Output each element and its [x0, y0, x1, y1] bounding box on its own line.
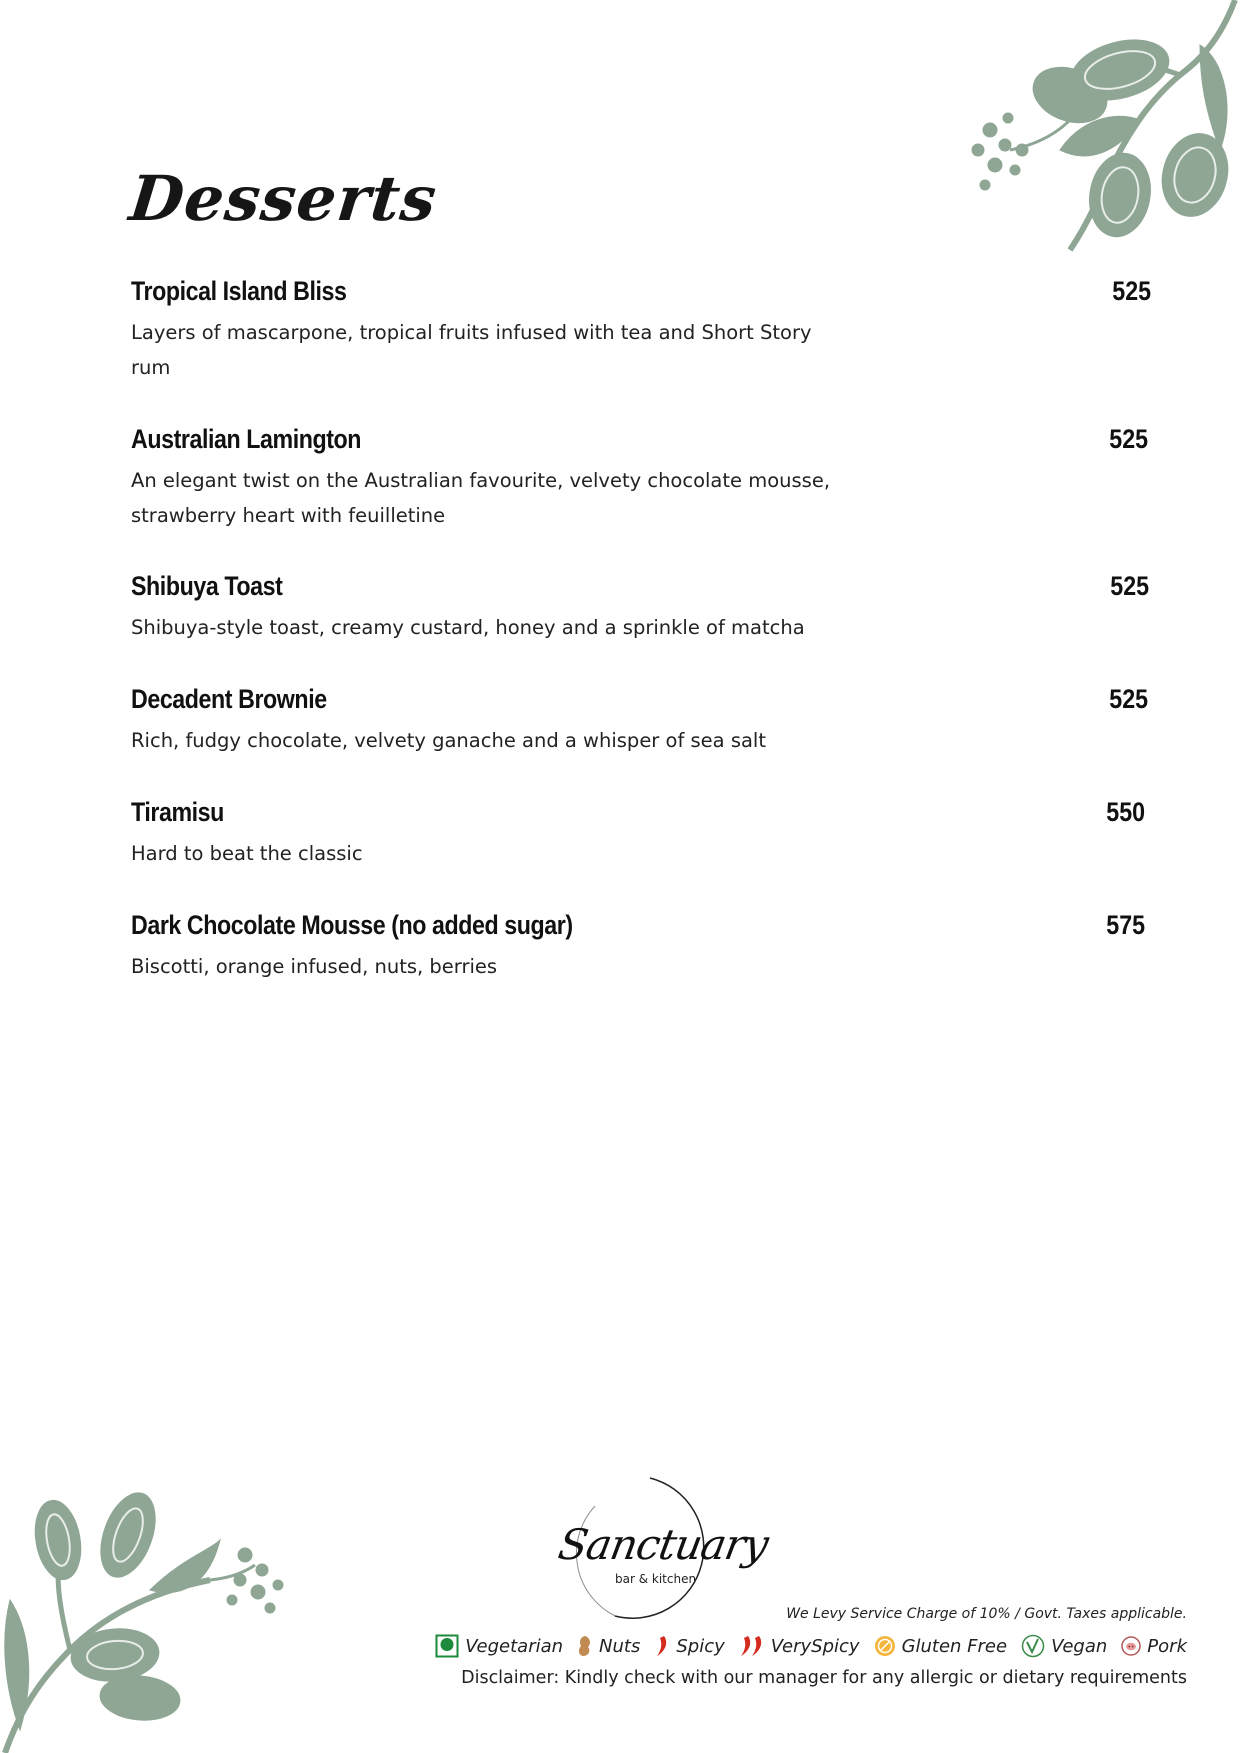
legend-label: VerySpicy	[770, 1635, 860, 1657]
description-line: Biscotti, orange infused, nuts, berries	[131, 955, 498, 978]
olive-branch-illustration-top	[950, 0, 1240, 265]
description-line: Rich, fudgy chocolate, velvety ganache and a whisper of sea salt	[131, 729, 766, 752]
menu-item	[131, 270, 1151, 385]
item-price: 525	[1110, 571, 1149, 601]
item-description	[131, 610, 831, 645]
legend-vegetarian	[435, 1634, 563, 1658]
service-charge-note: We Levy Service Charge of 10% / Govt. Taxes applicable.	[786, 1606, 1187, 1622]
menu-item	[131, 791, 1151, 871]
menu-item	[131, 565, 1151, 645]
very-spicy-icon	[739, 1635, 765, 1657]
menu-list	[131, 270, 1151, 984]
legend-label: Pork	[1147, 1635, 1187, 1657]
description-line: An elegant twist on the Australian favourite, velvety chocolate mousse,	[131, 469, 831, 492]
logo-tagline: bar & kitchen	[615, 1572, 697, 1586]
description-line: Hard to beat the classic	[131, 842, 363, 865]
brand-logo	[554, 1476, 772, 1626]
legend-gluten-free	[874, 1635, 1008, 1657]
menu-item	[131, 418, 1151, 533]
description-line: strawberry heart with feuilletine	[131, 504, 446, 527]
item-name: Dark Chocolate Mousse (no added sugar)	[131, 910, 573, 940]
legend-label: Nuts	[599, 1635, 641, 1657]
legend-label: Vegetarian	[465, 1635, 564, 1657]
item-name: Shibuya Toast	[131, 571, 283, 601]
description-line: Shibuya-style toast, creamy custard, honey and a sprinkle of matcha	[131, 616, 805, 639]
olive-branch-illustration-bottom	[0, 1480, 290, 1753]
menu-item	[131, 904, 1151, 984]
nuts-icon	[577, 1635, 593, 1657]
legend-label: Spicy	[676, 1635, 725, 1657]
pork-icon	[1121, 1636, 1141, 1656]
menu-item	[131, 678, 1151, 758]
item-description	[131, 723, 831, 758]
item-price: 575	[1106, 910, 1145, 940]
legend-label: Vegan	[1051, 1635, 1108, 1657]
legend-nuts	[577, 1635, 640, 1657]
item-price: 525	[1109, 684, 1148, 714]
legend-label: Gluten Free	[901, 1635, 1008, 1657]
legend-spicy	[654, 1635, 724, 1657]
legend-pork	[1121, 1636, 1187, 1657]
item-name: Decadent Brownie	[131, 684, 327, 714]
page-title: Desserts	[126, 162, 441, 235]
item-description	[131, 836, 831, 871]
item-description	[131, 463, 831, 533]
spicy-icon	[654, 1635, 670, 1657]
item-price: 525	[1109, 424, 1148, 454]
dietary-legend	[427, 1634, 1187, 1658]
description-line: Layers of mascarpone, tropical fruits infused with tea and Short Story rum	[131, 321, 812, 379]
item-description	[131, 949, 831, 984]
item-name: Tiramisu	[131, 797, 224, 827]
disclaimer: Disclaimer: Kindly check with our manager for any allergic or dietary requirements	[461, 1668, 1187, 1688]
item-description	[131, 315, 831, 385]
logo-wordmark: Sanctuary	[554, 1520, 772, 1569]
item-name: Australian Lamington	[131, 424, 362, 454]
gluten-free-icon	[874, 1635, 896, 1657]
vegetarian-icon	[435, 1634, 459, 1658]
item-name: Tropical Island Bliss	[131, 276, 347, 306]
item-price: 525	[1112, 276, 1151, 306]
item-price: 550	[1106, 797, 1145, 827]
legend-vegan	[1021, 1634, 1107, 1658]
vegan-icon	[1021, 1634, 1045, 1658]
legend-very-spicy	[739, 1635, 860, 1657]
